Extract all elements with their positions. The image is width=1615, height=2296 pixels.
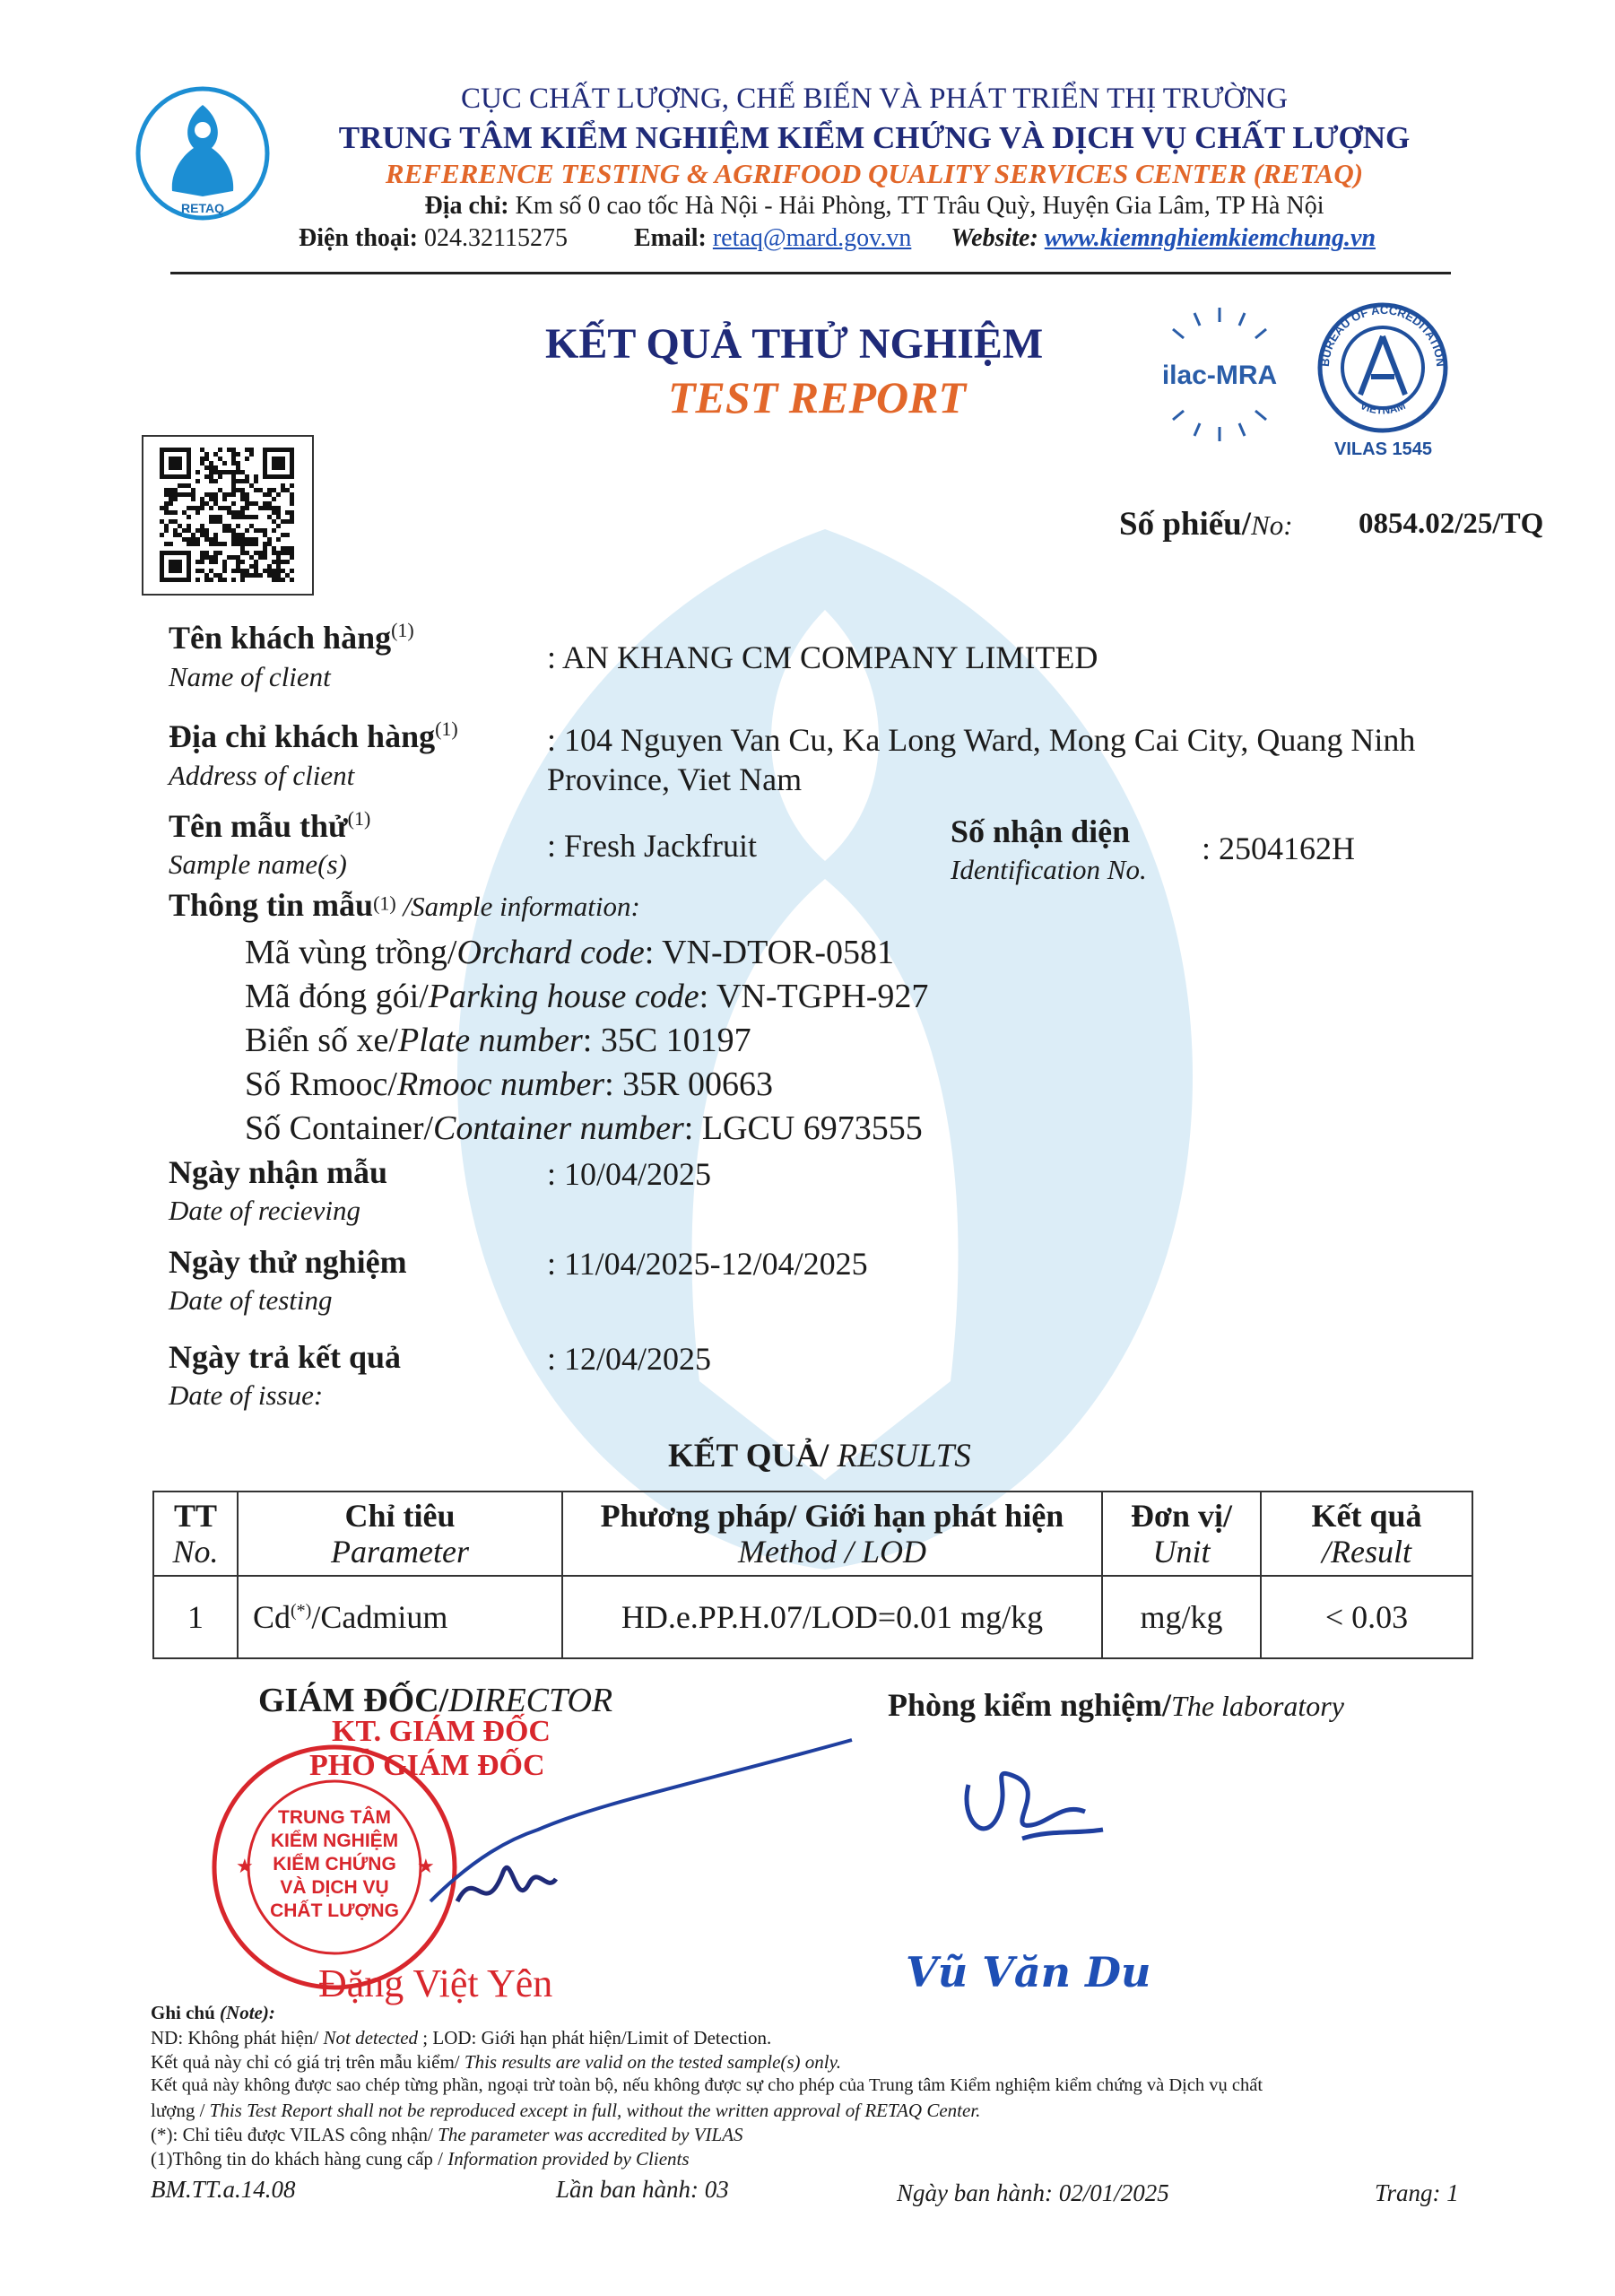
report-number-label-vi: Số phiếu/: [1119, 506, 1252, 543]
laboratory-signature-icon: [951, 1749, 1112, 1866]
report-title-vi: KẾT QUẢ THỬ NGHIỆM: [545, 320, 1044, 368]
department-name: CỤC CHẤT LƯỢNG, CHẾ BIẾN VÀ PHÁT TRIỂN THỊ TRƯỜNG: [460, 83, 1289, 115]
ilac-mra-logo: [1146, 300, 1294, 448]
laboratory-heading: Phòng kiểm nghiệm/The laboratory: [888, 1687, 1344, 1723]
testing-date-label: Ngày thử nghiệm: [169, 1244, 407, 1280]
qr-code-icon[interactable]: [160, 448, 294, 582]
director-heading: GIÁM ĐỐC/DIRECTOR: [258, 1682, 613, 1719]
website-label: Website:: [951, 224, 1038, 252]
row-result: < 0.03: [1261, 1576, 1472, 1658]
issued-date: Ngày ban hành: 02/01/2025: [897, 2179, 1169, 2206]
sample-info-heading: Thông tin mẫu$^{(1)}$ /Sample information:: [169, 887, 640, 923]
plate-number: Biển số xe/Plate number: 35C 10197: [245, 1022, 751, 1059]
client-name-label-en: Name of client: [169, 661, 331, 692]
phone-label: Điện thoại:: [299, 224, 418, 252]
deputy-line1: KT. GIÁM ĐỐC: [332, 1715, 551, 1748]
client-name: : AN KHANG CM COMPANY LIMITED: [547, 639, 1098, 675]
page-number: Trang: 1: [1375, 2179, 1459, 2206]
note-line2: Kết quả này chỉ có giá trị trên mẫu kiểm/ This results are valid on the tested sample(s) only.: [151, 2051, 842, 2073]
report-number-label: [1119, 505, 1293, 544]
col-result: Kết quả /Result: [1261, 1492, 1472, 1576]
retaq-logo-icon: [135, 85, 271, 222]
rmooc-number: Số Rmooc/Rmooc number: 35R 00663: [245, 1065, 773, 1103]
packing-house-code: Mã đóng gói/Parking house code: VN-TGPH-927: [245, 978, 929, 1015]
sample-name: : Fresh Jackfruit: [547, 828, 757, 864]
container-number: Số Container/Container number: LGCU 6973555: [245, 1109, 923, 1147]
received-date-label-en: Date of recieving: [169, 1195, 361, 1226]
issue-date: : 12/04/2025: [547, 1341, 712, 1377]
identification-label: Số nhận diện: [951, 813, 1131, 849]
client-address-label-en: Address of client: [169, 760, 355, 791]
email-link[interactable]: retaq@mard.gov.vn: [712, 224, 912, 252]
svg-text:★: ★: [236, 1856, 254, 1878]
ilac-mra-icon: [1146, 300, 1294, 448]
row-method: HD.e.PP.H.07/LOD=0.01 mg/kg: [562, 1576, 1102, 1658]
center-name-en: REFERENCE TESTING & AGRIFOOD QUALITY SERVICES CENTER (RETAQ): [385, 158, 1364, 189]
qr-code-frame: [142, 435, 314, 596]
report-number-label-en: No:: [1251, 509, 1293, 541]
col-method: Phương pháp/ Giới hạn phát hiện Method / LOD: [562, 1492, 1102, 1576]
report-title-en: TEST REPORT: [668, 372, 966, 422]
laboratory-signer-name: Vũ Văn Du: [906, 1948, 1151, 1996]
svg-text:★: ★: [417, 1856, 435, 1878]
note-line5: (*): Chỉ tiêu được VILAS công nhận/ The parameter was accredited by VILAS: [151, 2124, 743, 2145]
client-address-line1: : 104 Nguyen Van Cu, Ka Long Ward, Mong Cai City, Quang Ninh: [547, 722, 1416, 758]
row-unit: mg/kg: [1102, 1576, 1261, 1658]
identification-label-en: Identification No.: [951, 854, 1147, 885]
address-value: Km số 0 cao tốc Hà Nội - Hải Phòng, TT Trâu Quỳ, Huyện Gia Lâm, TP Hà Nội: [515, 192, 1324, 220]
received-date: : 10/04/2025: [547, 1156, 712, 1192]
ilac-text: ilac-MRA: [1161, 361, 1278, 390]
deputy-line2: PHÓ GIÁM ĐỐC: [309, 1749, 545, 1782]
orchard-code: Mã vùng trồng/Orchard code: VN-DTOR-0581: [245, 934, 895, 971]
client-address-line2: Province, Viet Nam: [547, 761, 803, 797]
col-no: TT No.: [153, 1492, 238, 1576]
row-parameter: Cd(*)/Cadmium: [238, 1576, 562, 1658]
row-no: 1: [153, 1576, 238, 1658]
results-table: [152, 1491, 1473, 1659]
boa-country-text: VIETNAM: [1358, 398, 1408, 417]
edition: Lần ban hành: 03: [556, 2176, 729, 2203]
col-parameter: Chỉ tiêu Parameter: [238, 1492, 562, 1576]
received-date-label: Ngày nhận mẫu: [169, 1154, 388, 1190]
client-address-label: Địa chỉ khách hàng$^{(1)}$: [169, 718, 458, 754]
director-name: Đặng Việt Yên: [318, 1961, 553, 2005]
results-title: KẾT QUẢ/ RESULTS: [668, 1438, 971, 1474]
testing-date-label-en: Date of testing: [169, 1284, 333, 1316]
website-link[interactable]: www.kiemnghiemkiemchung.vn: [1044, 224, 1376, 252]
retaq-logo: [135, 85, 271, 222]
report-number: 0854.02/25/TQ: [1359, 508, 1544, 540]
note-line1: ND: Không phát hiện/ Not detected ; LOD: Giới hạn phát hiện/Limit of Detection.: [151, 2027, 772, 2048]
boa-accreditation-logo: [1305, 300, 1462, 466]
results-header-row: [153, 1492, 1472, 1576]
header-divider: [170, 272, 1451, 274]
phone-value: 024.32115275: [424, 224, 568, 252]
table-row: [153, 1576, 1472, 1658]
center-contacts: [299, 224, 1376, 253]
retaq-logo-text: RETAQ: [181, 201, 224, 215]
sample-name-label: Tên mẫu thử$^{(1)}$: [169, 807, 371, 844]
notes-title: Ghi chú (Note):: [151, 2002, 275, 2023]
col-unit: Đơn vị/ Unit: [1102, 1492, 1261, 1576]
note-line6: (1)Thông tin do khách hàng cung cấp / Information provided by Clients: [151, 2148, 690, 2170]
center-name-vi: TRUNG TÂM KIỂM NGHIỆM KIỂM CHỨNG VÀ DỊCH VỤ CHẤT LƯỢNG: [338, 120, 1411, 155]
center-address: [278, 192, 1471, 221]
note-line3: Kết quả này không được sao chép từng phần, ngoại trừ toàn bộ, nếu không được sự cho phép của Trung tâm Kiểm nghiệm kiểm chứng và Dịch vụ chất: [151, 2075, 1263, 2095]
issue-date-label: Ngày trả kết quả: [169, 1339, 401, 1375]
boa-ring-text: BUREAU OF ACCREDITATION: [1317, 302, 1448, 368]
address-label: Địa chỉ:: [424, 192, 509, 220]
email-label: Email:: [633, 224, 707, 252]
stamp-center-text: TRUNG TÂM KIỂM NGHIỆM KIỂM CHỨNG VÀ DỊCH VỤ CHẤT LƯỢNG: [270, 1807, 399, 1921]
identification-number: : 2504162H: [1202, 831, 1355, 866]
boa-seal-icon: [1305, 300, 1462, 435]
note-line4: lượng / This Test Report shall not be reproduced except in full, without the written approval of RETAQ Center.: [151, 2100, 981, 2121]
director-signature-icon: [421, 1731, 861, 1937]
sample-name-label-en: Sample name(s): [169, 848, 347, 880]
form-code: BM.TT.a.14.08: [151, 2176, 296, 2203]
testing-date: : 11/04/2025-12/04/2025: [547, 1246, 868, 1282]
issue-date-label-en: Date of issue:: [169, 1379, 324, 1411]
client-name-label: Tên khách hàng$^{(1)}$: [169, 619, 414, 656]
vilas-code: VILAS 1545: [1334, 439, 1432, 459]
